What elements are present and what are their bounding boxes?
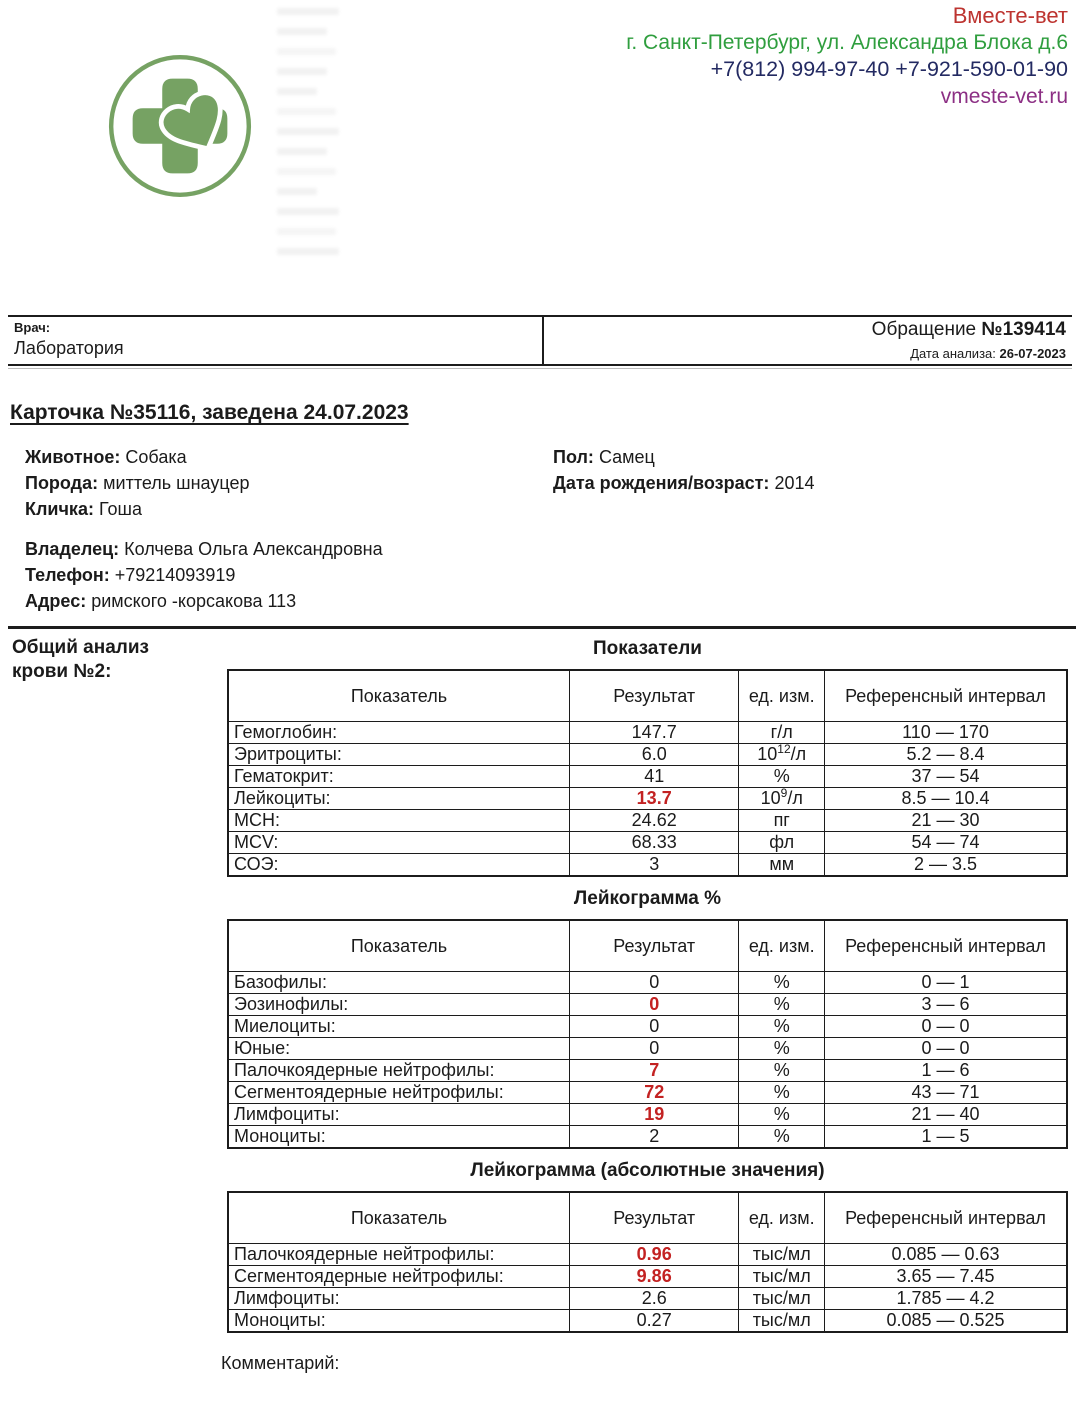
result-cell: 68.33	[569, 832, 738, 854]
unit-cell: %	[739, 1104, 825, 1126]
param-cell: Юные:	[228, 1038, 569, 1060]
doctor-label: Врач:	[14, 320, 51, 335]
param-cell: Палочкоядерные нейтрофилы:	[228, 1244, 569, 1266]
patient-field	[25, 496, 249, 522]
clinic-contact-block	[626, 2, 1068, 110]
result-cell: 147.7	[569, 722, 738, 744]
field-label: Животное:	[25, 447, 121, 467]
param-cell: Эритроциты:	[228, 744, 569, 766]
result-cell: 0	[569, 972, 738, 994]
unit-cell: $10^{12}/л$	[739, 744, 825, 766]
column-header: Показатель	[228, 1192, 569, 1244]
table-row	[228, 744, 1067, 766]
column-header: ед. изм.	[739, 670, 825, 722]
table-row	[228, 1060, 1067, 1082]
patient-field	[25, 470, 249, 496]
field-value: миттель шнауцер	[103, 473, 250, 493]
column-header: Референсный интервал	[825, 1192, 1068, 1244]
column-header: ед. изм.	[739, 920, 825, 972]
field-label: Телефон:	[25, 565, 110, 585]
field-label: Кличка:	[25, 499, 94, 519]
param-cell: Базофилы:	[228, 972, 569, 994]
param-cell: Моноциты:	[228, 1126, 569, 1149]
column-header: Показатель	[228, 920, 569, 972]
case-cell	[544, 317, 1072, 364]
results-area	[221, 638, 1068, 1374]
ref-interval-cell: 0.085 — 0.63	[825, 1244, 1068, 1266]
ref-interval-cell: 0 — 0	[825, 1038, 1068, 1060]
card-title: Карточка №35116, заведена 24.07.2023	[10, 401, 409, 424]
owner-field	[25, 588, 383, 614]
case-number-line	[550, 319, 1066, 341]
unit-cell: фл	[739, 832, 825, 854]
result-cell-flagged: 9.86	[569, 1266, 738, 1288]
table-row	[228, 832, 1067, 854]
field-label: Пол:	[553, 447, 594, 467]
unit-cell: тыс/мл	[739, 1244, 825, 1266]
field-label: Адрес:	[25, 591, 87, 611]
column-header: ед. изм.	[739, 1192, 825, 1244]
table-row	[228, 722, 1067, 744]
result-cell-flagged: 72	[569, 1082, 738, 1104]
ref-interval-cell: 0.085 — 0.525	[825, 1310, 1068, 1333]
cross-heart-icon	[106, 52, 254, 200]
table-row	[228, 1266, 1067, 1288]
ref-interval-cell: 43 — 71	[825, 1082, 1068, 1104]
leukogram-percent-table	[227, 919, 1068, 1149]
owner-info	[25, 536, 383, 614]
result-cell-flagged: 0.96	[569, 1244, 738, 1266]
analysis-date: 26-07-2023	[999, 346, 1066, 361]
case-label: Обращение	[871, 319, 982, 340]
field-value: 2014	[774, 473, 815, 493]
ref-interval-cell: 5.2 — 8.4	[825, 744, 1068, 766]
redacted-text-lines	[277, 8, 339, 255]
table-title-leukogram-percent: Лейкограмма %	[573, 888, 722, 909]
doctor-bar	[8, 315, 1072, 366]
clinic-address: г. Санкт-Петербург, ул. Александра Блока д.6	[626, 31, 1068, 54]
clinic-logo	[106, 52, 254, 200]
clinic-website: vmeste-vet.ru	[940, 85, 1068, 108]
column-header: Референсный интервал	[825, 670, 1068, 722]
table-row	[228, 1244, 1067, 1266]
result-cell: 41	[569, 766, 738, 788]
field-value: Собака	[125, 447, 187, 467]
ref-interval-cell: 1 — 5	[825, 1126, 1068, 1149]
param-cell: MCH:	[228, 810, 569, 832]
patient-info-left	[25, 444, 249, 522]
unit-cell: тыс/мл	[739, 1310, 825, 1333]
result-cell-flagged: 19	[569, 1104, 738, 1126]
table-row	[228, 854, 1067, 877]
unit-cell: %	[739, 1038, 825, 1060]
result-cell: 0	[569, 1016, 738, 1038]
analysis-date-line	[550, 346, 1066, 361]
result-cell: 2.6	[569, 1288, 738, 1310]
field-label: Владелец:	[25, 539, 120, 559]
section-divider	[8, 626, 1076, 629]
table-row	[228, 788, 1067, 810]
patient-info-right	[553, 444, 814, 496]
section-label-line1: Общий анализ	[12, 637, 149, 658]
result-cell: 0.27	[569, 1310, 738, 1333]
unit-cell: тыс/мл	[739, 1266, 825, 1288]
param-cell: Моноциты:	[228, 1310, 569, 1333]
column-header: Результат	[569, 1192, 738, 1244]
table-row	[228, 810, 1067, 832]
comment-label: Комментарий:	[221, 1353, 340, 1373]
patient-field	[553, 470, 814, 496]
doctor-value: Лаборатория	[14, 338, 124, 358]
patient-field	[553, 444, 814, 470]
ref-interval-cell: 2 — 3.5	[825, 854, 1068, 877]
param-cell: Гематокрит:	[228, 766, 569, 788]
table-row	[228, 1038, 1067, 1060]
section-label	[12, 636, 192, 684]
result-cell-flagged: 13.7	[569, 788, 738, 810]
table-row	[228, 1288, 1067, 1310]
owner-field	[25, 562, 383, 588]
table-row	[228, 1082, 1067, 1104]
result-cell-flagged: 0	[569, 994, 738, 1016]
column-header: Референсный интервал	[825, 920, 1068, 972]
ref-interval-cell: 21 — 30	[825, 810, 1068, 832]
field-label: Дата рождения/возраст:	[553, 473, 770, 493]
header-row	[228, 920, 1067, 972]
table-row	[228, 1126, 1067, 1149]
field-value: римского -корсакова 113	[91, 591, 297, 611]
result-cell: 6.0	[569, 744, 738, 766]
result-cell: 24.62	[569, 810, 738, 832]
param-cell: СОЭ:	[228, 854, 569, 877]
ref-interval-cell: 8.5 — 10.4	[825, 788, 1068, 810]
table-row	[228, 1016, 1067, 1038]
param-cell: MCV:	[228, 832, 569, 854]
patient-field	[25, 444, 249, 470]
field-value: Колчева Ольга Александровна	[124, 539, 383, 559]
column-header: Результат	[569, 670, 738, 722]
ref-interval-cell: 21 — 40	[825, 1104, 1068, 1126]
param-cell: Гемоглобин:	[228, 722, 569, 744]
table-title-indicators: Показатели	[593, 638, 702, 659]
ref-interval-cell: 0 — 0	[825, 1016, 1068, 1038]
unit-cell: %	[739, 994, 825, 1016]
param-cell: Сегментоядерные нейтрофилы:	[228, 1082, 569, 1104]
param-cell: Лейкоциты:	[228, 788, 569, 810]
table-row	[228, 766, 1067, 788]
unit-cell: %	[739, 1016, 825, 1038]
unit-cell: пг	[739, 810, 825, 832]
param-cell: Сегментоядерные нейтрофилы:	[228, 1266, 569, 1288]
ref-interval-cell: 1.785 — 4.2	[825, 1288, 1068, 1310]
unit-cell: %	[739, 766, 825, 788]
param-cell: Лимфоциты:	[228, 1104, 569, 1126]
ref-interval-cell: 3.65 — 7.45	[825, 1266, 1068, 1288]
table-row	[228, 1310, 1067, 1333]
unit-cell: мм	[739, 854, 825, 877]
case-number: №139414	[981, 319, 1066, 340]
field-value: +79214093919	[114, 565, 236, 585]
ref-interval-cell: 3 — 6	[825, 994, 1068, 1016]
result-cell: 2	[569, 1126, 738, 1149]
owner-field	[25, 536, 383, 562]
header-row	[228, 670, 1067, 722]
leukogram-absolute-table	[227, 1191, 1068, 1333]
table-row	[228, 972, 1067, 994]
unit-cell: %	[739, 972, 825, 994]
clinic-name: Вместе-вет	[952, 3, 1068, 28]
unit-cell: тыс/мл	[739, 1288, 825, 1310]
unit-cell: %	[739, 1060, 825, 1082]
unit-cell: %	[739, 1126, 825, 1149]
field-label: Порода:	[25, 473, 99, 493]
indicators-table	[227, 669, 1068, 877]
result-cell: 3	[569, 854, 738, 877]
param-cell: Палочкоядерные нейтрофилы:	[228, 1060, 569, 1082]
param-cell: Лимфоциты:	[228, 1288, 569, 1310]
param-cell: Эозинофилы:	[228, 994, 569, 1016]
ref-interval-cell: 0 — 1	[825, 972, 1068, 994]
ref-interval-cell: 110 — 170	[825, 722, 1068, 744]
clinic-phones: +7(812) 994-97-40 +7-921-590-01-90	[710, 57, 1068, 81]
field-value: Гоша	[98, 499, 142, 519]
analysis-date-label: Дата анализа:	[910, 346, 1000, 361]
unit-cell: %	[739, 1082, 825, 1104]
ref-interval-cell: 1 — 6	[825, 1060, 1068, 1082]
table-title-leukogram-absolute: Лейкограмма (абсолютные значения)	[470, 1160, 825, 1181]
result-cell: 0	[569, 1038, 738, 1060]
doctor-cell	[8, 317, 544, 364]
field-value: Самец	[598, 447, 655, 467]
unit-cell: г/л	[739, 722, 825, 744]
result-cell-flagged: 7	[569, 1060, 738, 1082]
ref-interval-cell: 37 — 54	[825, 766, 1068, 788]
header-row	[228, 1192, 1067, 1244]
ref-interval-cell: 54 — 74	[825, 832, 1068, 854]
param-cell: Миелоциты:	[228, 1016, 569, 1038]
column-header: Показатель	[228, 670, 569, 722]
unit-cell: $10^9/л$	[739, 788, 825, 810]
section-label-line2: крови №2:	[12, 661, 112, 682]
table-row	[228, 1104, 1067, 1126]
table-row	[228, 994, 1067, 1016]
column-header: Результат	[569, 920, 738, 972]
